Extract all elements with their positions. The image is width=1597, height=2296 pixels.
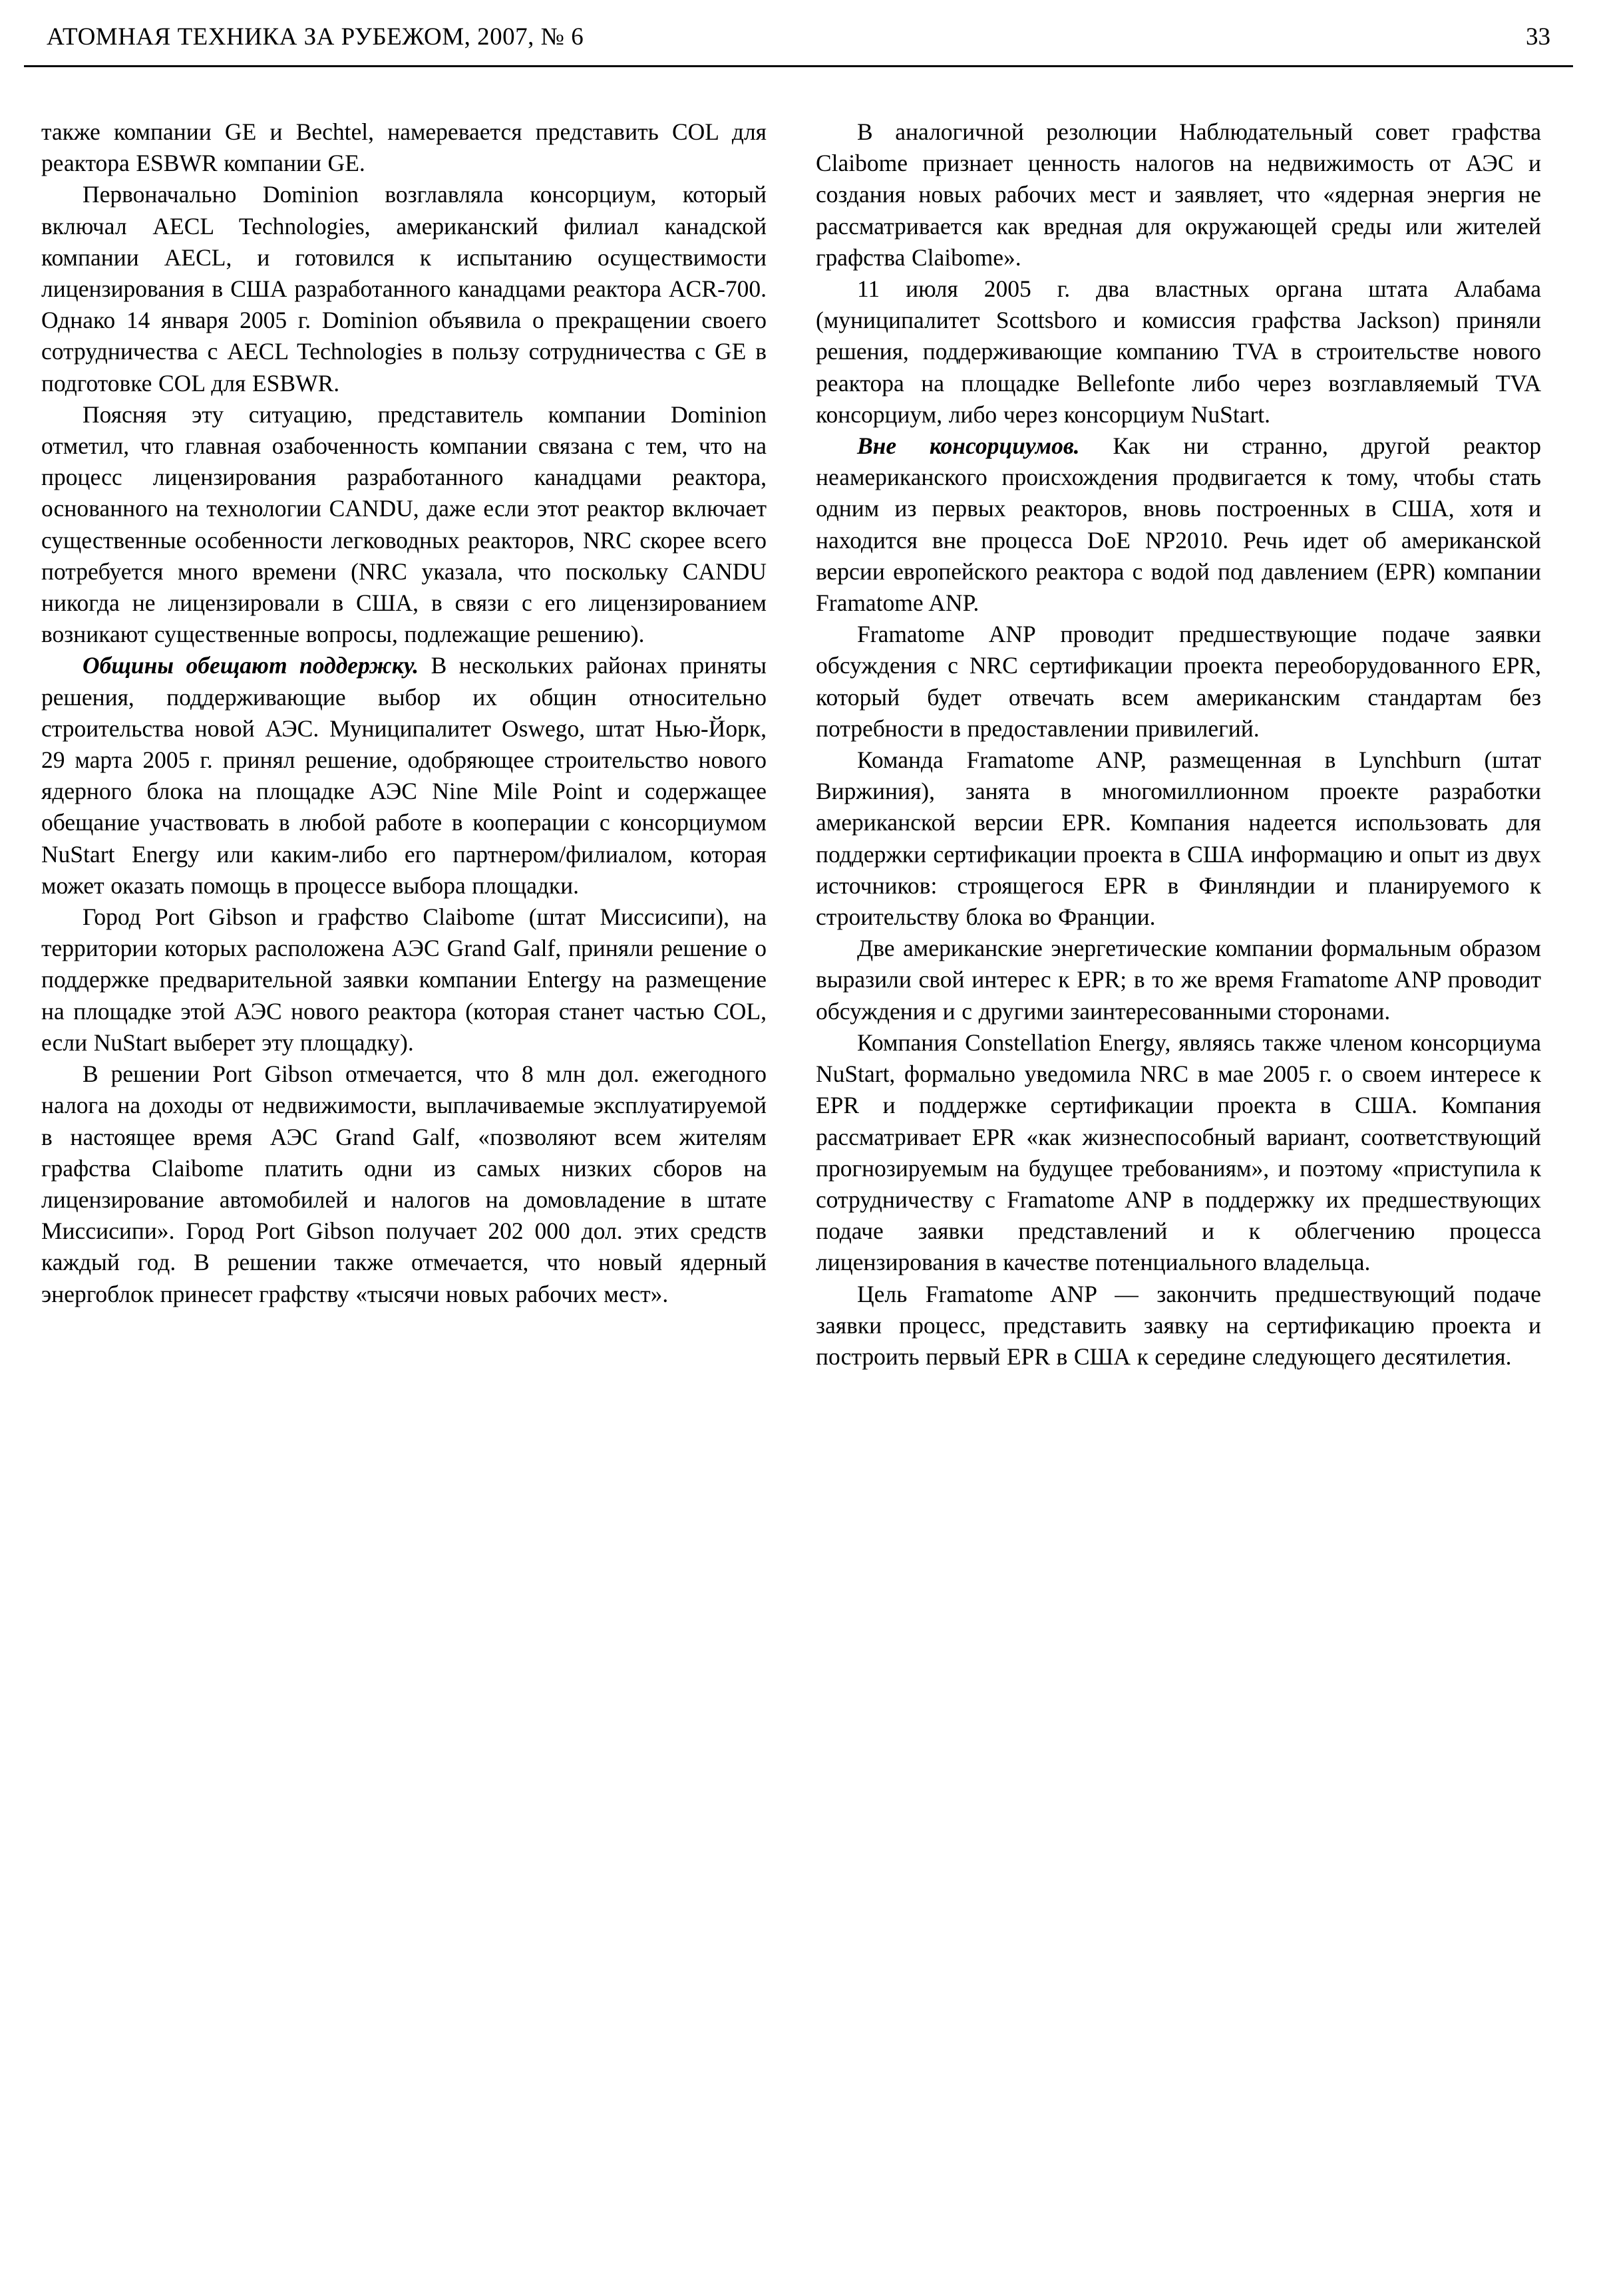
- paragraph-text: В нескольких районах приняты решения, поддерживающие выбор их общин относительно строительства новой АЭС. Муниципалитет Oswego, штат Нью-Йорк, 29 марта 2005 г. принял решение, одобряющее строительство нового ядерного блока на площадке АЭС Nine Mile Point и содержащее обещание участвовать в любой работе в кооперации с консорциумом NuStart Energy или каким-либо его партнером/филиалом, которая может оказать помощь в процессе выбора площадки.: [41, 652, 767, 899]
- paragraph: В решении Port Gibson отмечается, что 8 млн дол. ежегодного налога на доходы от недвижимости, выплачиваемые эксплуатируемой в настоящее время АЭС Grand Galf, «позволяют всем жителям графства Claibome платить одни из самых низких сборов на лицензирование автомобилей и налогов на домовладение в штате Миссисипи». Город Port Gibson получает 202 000 дол. этих средств каждый год. В решении также отмечается, что новый ядерный энергоблок принесет графству «тысячи новых рабочих мест».: [41, 1061, 767, 1307]
- runin-heading: Общины обещают поддержку.: [83, 652, 419, 679]
- paragraph: также компании GE и Bechtel, намеревается представить COL для реактора ESBWR компании GE.: [41, 118, 767, 177]
- paragraph: Цель Framatome ANP — закончить предшествующий подаче заявки процесс, представить заявку на сертификацию проекта и построить первый EPR в США к середине следующего десятилетия.: [816, 1280, 1541, 1370]
- article-body: [41, 116, 1556, 2269]
- paragraph-text: Как ни странно, другой реактор неамериканского происхождения продвигается к тому, чтобы стать одним из первых реакторов, вновь построенных в США, хотя и находится вне процесса DoE NP2010. Речь идет об американской версии европейского реактора с водой под давлением (EPR) компании Framatome ANP.: [816, 432, 1541, 617]
- paragraph: 11 июля 2005 г. два властных органа штата Алабама (муниципалитет Scottsboro и комиссия графства Jackson) приняли решения, поддерживающие компанию TVA в строительстве нового реактора на площадке Bellefonte либо через возглавляемый TVA консорциум, либо через консорциум NuStart.: [816, 275, 1541, 428]
- page-number: 33: [1526, 23, 1550, 51]
- paragraph: Город Port Gibson и графство Claibome (штат Миссисипи), на территории которых расположена АЭС Grand Galf, приняли решение о поддержке предварительной заявки компании Entergy на размещение на площадке этой АЭС нового реактора (которая станет частью COL, если NuStart выберет эту площадку).: [41, 903, 767, 1056]
- runin-heading: Вне консорциумов.: [857, 432, 1080, 460]
- header-divider: [24, 65, 1573, 67]
- column-left: [41, 116, 767, 2269]
- page-header: [47, 23, 1550, 64]
- column-right: [816, 116, 1541, 2269]
- paragraph-with-runin: [816, 430, 1541, 619]
- paragraph: Две американские энергетические компании формальным образом выразили свой интерес к EPR; в то же время Framatome ANP проводит обсуждения и с другими заинтересованными сторонами.: [816, 935, 1541, 1025]
- paragraph: Компания Constellation Energy, являясь также членом консорциума NuStart, формально уведомила NRC в мае 2005 г. о своем интересе к EPR и поддержке сертификации проекта в США. Компания рассматривает EPR «как жизнеспособный вариант, соответствующий прогнозируемым на будущее требованиям», и поэтому «приступила к сотрудничеству с Framatome ANP в поддержку их предшествующих подаче заявки представлений и к облегчению процесса лицензирования в качестве потенциального владельца.: [816, 1029, 1541, 1276]
- paragraph: Команда Framatome ANP, размещенная в Lynchburn (штат Виржиния), занята в многомиллионном проекте разработки американской версии EPR. Компания надеется использовать для поддержки сертификации проекта в США информацию и опыт из двух источников: строящегося EPR в Финляндии и планируемого к строительству блока во Франции.: [816, 746, 1541, 931]
- paragraph: Первоначально Dominion возглавляла консорциум, который включал AECL Technologies, американский филиал канадской компании AECL, и готовился к испытанию осуществимости лицензирования в США разработанного канадцами реактора ACR-700. Однако 14 января 2005 г. Dominion объявила о прекращении своего сотрудничества с AECL Technologies в пользу сотрудничества с GE в подготовке COL для ESBWR.: [41, 181, 767, 397]
- paragraph-with-runin: [41, 650, 767, 902]
- paragraph: Поясняя эту ситуацию, представитель компании Dominion отметил, что главная озабоченность компании связана с тем, что на процесс лицензирования разработанного канадцами реактора, основанного на технологии CANDU, даже если этот реактор включает существенные особенности легководных реакторов, NRC скорее всего потребуется много времени (NRC указала, что поскольку CANDU никогда не лицензировали в США, в связи с его лицензированием возникают существенные вопросы, подлежащие решению).: [41, 401, 767, 648]
- journal-title: АТОМНАЯ ТЕХНИКА ЗА РУБЕЖОМ, 2007, № 6: [47, 23, 584, 51]
- paragraph: В аналогичной резолюции Наблюдательный совет графства Claibome признает ценность налогов на недвижимость от АЭС и создания новых рабочих мест и заявляет, что «ядерная энергия не рассматривается как вредная для окружающей среды или жителей графства Claibome».: [816, 118, 1541, 271]
- paragraph: Framatome ANP проводит предшествующие подаче заявки обсуждения с NRC сертификации проекта переоборудованного EPR, который будет отвечать всем американским стандартам без потребности в предоставлении привилегий.: [816, 621, 1541, 742]
